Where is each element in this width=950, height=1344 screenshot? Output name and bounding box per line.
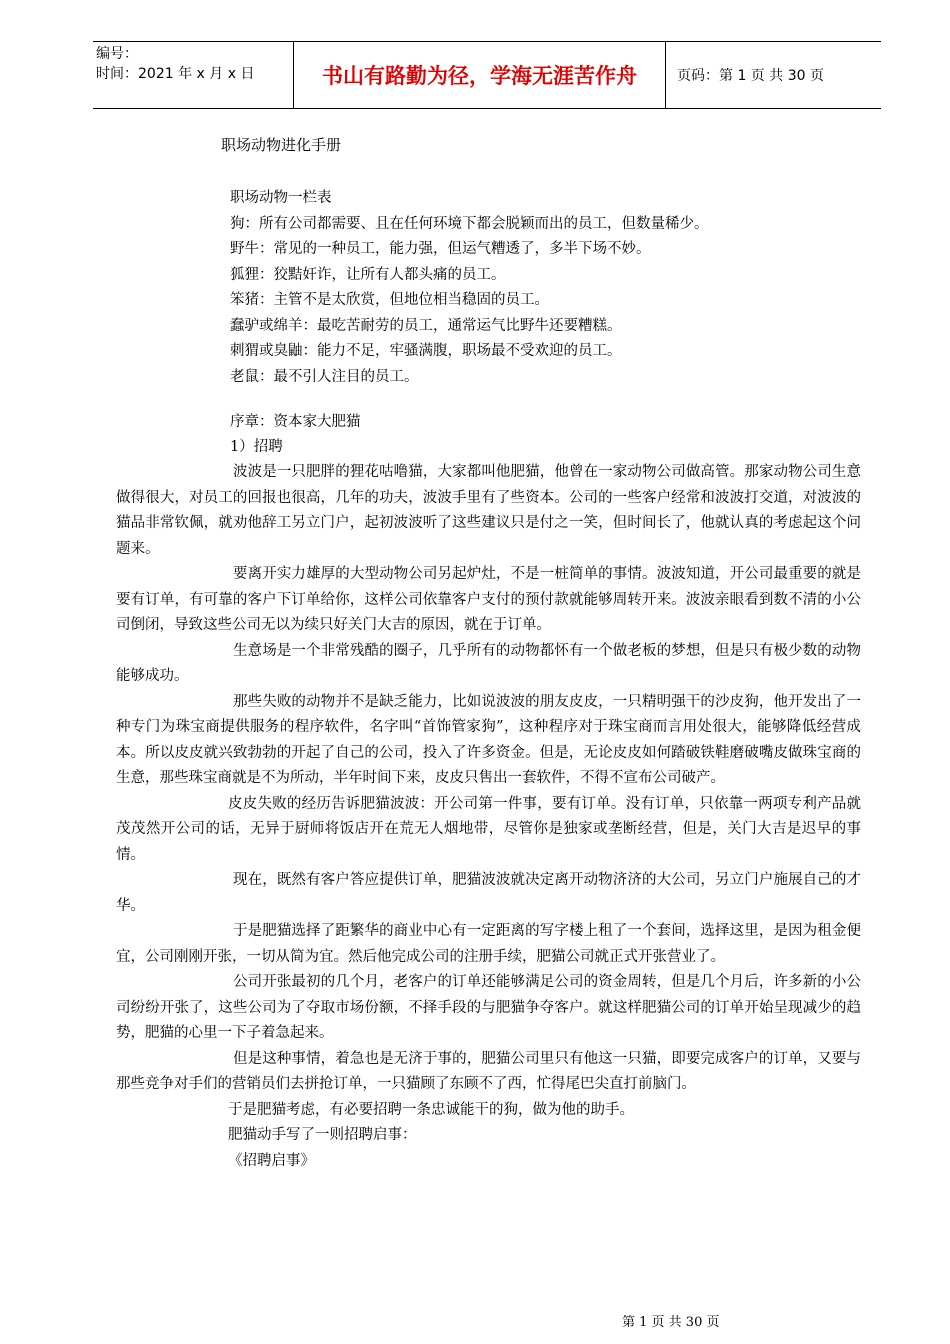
paragraph: 《招聘启事》: [228, 1152, 315, 1169]
paragraph: 那些失败的动物并不是缺乏能力，比如说波波的朋友皮皮，一只精明强干的沙皮狗，他开发出了一种专门为珠宝商提供服务的程序软件，名字叫“首饰管家狗”，这种程序对于珠宝商而言用处很大，能够降低经营成本。所以皮皮就兴致勃勃的开起了自己的公司，投入了许多资金。但是，无论皮皮如何踏破铁鞋磨破嘴皮做珠宝商的生意，那些珠宝商就是不为所动，半年时间下来，皮皮只售出一套软件，不得不宣布公司破产。: [116, 693, 861, 786]
paragraph: 生意场是一个非常残酷的圈子，几乎所有的动物都怀有一个做老板的梦想，但是只有极少数的动物能够成功。: [116, 642, 861, 684]
doc-number-label: 编号：: [96, 46, 138, 62]
list-item: 野牛：常见的一种员工，能力强，但运气糟透了，多半下场不妙。: [230, 241, 651, 257]
animal-list: [230, 186, 850, 390]
paragraph: 皮皮失败的经历告诉肥猫波波：开公司第一件事，要有订单。没有订单，只依靠一两项专利产品就茂茂然开公司的话，无异于厨师将饭店开在荒无人烟地带，尽管你是独家或垄断经营，但是，关门大吉是迟早的事情。: [116, 795, 861, 863]
document-title: 职场动物进化手册: [221, 136, 342, 154]
list-item: 狗：所有公司都需要、且在任何环境下都会脱颖而出的员工，但数量稀少。: [230, 215, 709, 232]
paragraph: 要离开实力雄厚的大型动物公司另起炉灶，不是一桩简单的事情。波波知道，开公司最重要的就是要有订单，有可靠的客户下订单给你，这样公司依靠客户支付的预付款就能够周转开来。波波亲眼看到数不清的小公司倒闭，导致这些公司无以为续只好关门大吉的原因，就在于订单。: [116, 566, 861, 633]
list-item: 狐狸：狡黠奸诈，让所有人都头痛的员工。: [230, 266, 506, 283]
page-footer: 第 1 页 共 30 页: [622, 1315, 720, 1330]
animal-list-heading: 职场动物一栏表: [230, 190, 332, 206]
list-item: 刺猬或臭鼬：能力不足，牢骚满腹，职场最不受欢迎的员工。: [230, 343, 622, 359]
list-item: 蠢驴或绵羊：最吃苦耐劳的员工，通常运气比野牛还要糟糕。: [230, 317, 622, 334]
header-page-label: 页码：第 1 页 共 30 页: [677, 68, 824, 84]
section-title: 1）招聘: [230, 439, 283, 455]
list-item: 老鼠：最不引人注目的员工。: [230, 368, 419, 385]
chapter-heading-block: [230, 410, 361, 460]
paragraph: 于是肥猫选择了距繁华的商业中心有一定距离的写字楼上租了一个套间，选择这里，是因为租金便宜，公司刚刚开张，一切从简为宜。然后他完成公司的注册手续，肥猫公司就正式开张营业了。: [116, 923, 861, 965]
paragraph: 于是肥猫考虑，有必要招聘一条忠诚能干的狗，做为他的助手。: [228, 1101, 634, 1118]
paragraph: 肥猫动手写了一则招聘启事：: [228, 1127, 417, 1143]
paragraph: 现在，既然有客户答应提供订单，肥猫波波就决定离开动物济济的大公司，另立门户施展自己的才华。: [116, 872, 861, 914]
body-text: [116, 460, 861, 1174]
paragraph: 公司开张最初的几个月，老客户的订单还能够满足公司的资金周转，但是几个月后，许多新的小公司纷纷开张了，这些公司为了夺取市场份额，不择手段的与肥猫争夺客户。就这样肥猫公司的订单开始呈现减少的趋势，肥猫的心里一下子着急起来。: [116, 974, 861, 1041]
paragraph: 但是这种事情，着急也是无济于事的，肥猫公司里只有他这一只猫，即要完成客户的订单，又要与那些竞争对手们的营销员们去拼抢订单，一只猫顾了东顾不了西，忙得尾巴尖直打前脑门。: [116, 1050, 861, 1092]
document-header: [93, 41, 881, 109]
list-item: 笨猪：主管不是太欣赏，但地位相当稳固的员工。: [230, 292, 549, 308]
doc-time-label: 时间：2021 年 x 月 x 日: [96, 66, 255, 82]
header-meta-cell: [93, 42, 294, 108]
paragraph: 波波是一只肥胖的狸花咕噜猫，大家都叫他肥猫，他曾在一家动物公司做高管。那家动物公司生意做得很大，对员工的回报也很高，几年的功夫，波波手里有了些资本。公司的一些客户经常和波波打交道，对波波的猫品非常钦佩，就劝他辞工另立门户，起初波波听了这些建议只是付之一笑，但时间长了，他就认真的考虑起这个问题来。: [116, 464, 861, 557]
chapter-title: 序章：资本家大肥猫: [230, 414, 361, 430]
header-motto: 书山有路勤为径，学海无涯苦作舟: [294, 42, 666, 108]
